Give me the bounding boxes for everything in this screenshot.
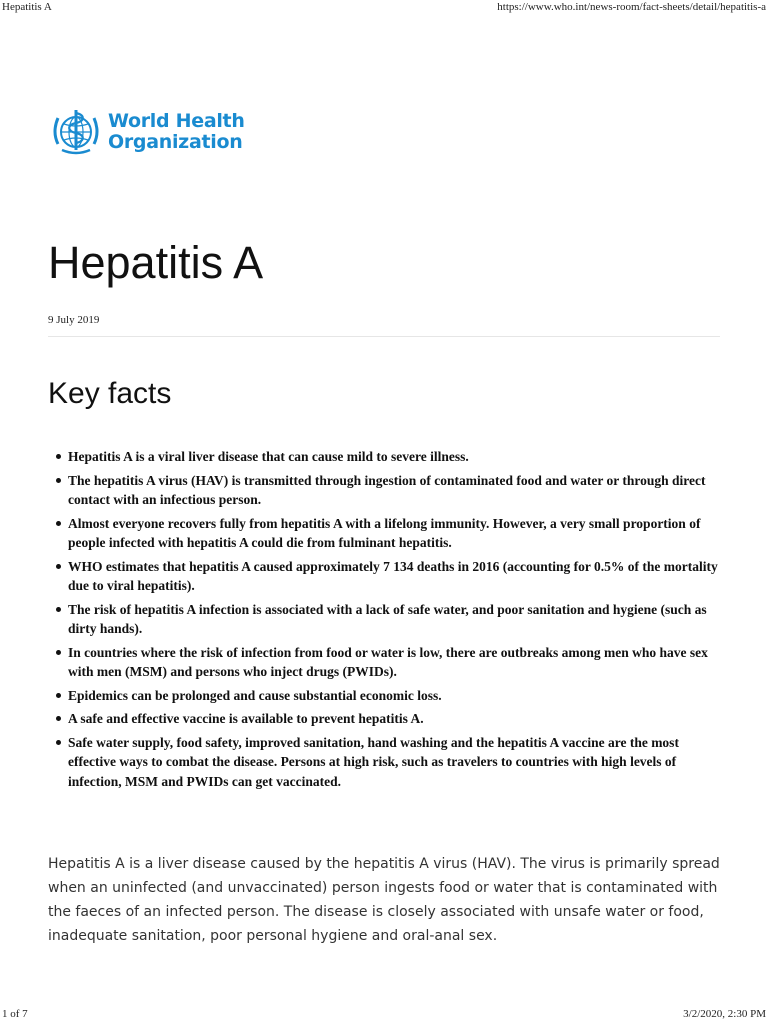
key-fact-item: Safe water supply, food safety, improved sanitation, hand washing and the hepatitis A vaccine are the most effective ways to combat the disease. Persons at high risk, such as travelers to countries with high levels of infection, MSM and PWIDs can get vaccinated. [48,733,720,792]
who-emblem-icon [48,104,104,160]
key-fact-item: Hepatitis A is a viral liver disease that can cause mild to severe illness. [48,447,720,467]
who-logo[interactable] [48,104,248,160]
key-fact-item: Almost everyone recovers fully from hepatitis A with a lifelong immunity. However, a very small proportion of people infected with hepatitis A could die from fulminant hepatitis. [48,514,720,553]
page-count: 1 of 7 [2,1008,28,1020]
key-facts-heading: Key facts [48,377,172,410]
key-fact-item: The risk of hepatitis A infection is associated with a lack of safe water, and poor sanitation and hygiene (such as dirty hands). [48,600,720,639]
key-fact-item: Epidemics can be prolonged and cause substantial economic loss. [48,686,720,706]
key-fact-item: The hepatitis A virus (HAV) is transmitted through ingestion of contaminated food and water or through direct contact with an infectious person. [48,471,720,510]
who-wordmark [108,111,245,153]
print-footer [0,1006,768,1024]
publish-date: 9 July 2019 [48,314,100,326]
page-title: Hepatitis A [48,237,264,288]
divider [48,336,720,337]
key-fact-item: In countries where the risk of infection from food or water is low, there are outbreaks among men who have sex with men (MSM) and persons who inject drugs (PWIDs). [48,643,720,682]
logo-line-2: Organization [108,131,243,153]
logo-line-1: World Health [108,110,245,132]
print-url: https://www.who.int/news-room/fact-sheets/detail/hepatitis-a [497,1,766,13]
print-page-title: Hepatitis A [2,1,52,13]
key-fact-item: WHO estimates that hepatitis A caused approximately 7 134 deaths in 2016 (accounting for 0.5% of the mortality due to viral hepatitis). [48,557,720,596]
intro-paragraph: Hepatitis A is a liver disease caused by the hepatitis A virus (HAV). The virus is primarily spread when an uninfected (and unvaccinated) person ingests food or water that is contaminated with the faeces of an infected person. The disease is closely associated with unsafe water or food, inadequate sanitation, poor personal hygiene and oral-anal sex. [48,856,720,944]
print-header [0,0,768,16]
key-facts-list [48,447,720,795]
key-fact-item: A safe and effective vaccine is available to prevent hepatitis A. [48,709,720,729]
print-timestamp: 3/2/2020, 2:30 PM [683,1008,766,1020]
